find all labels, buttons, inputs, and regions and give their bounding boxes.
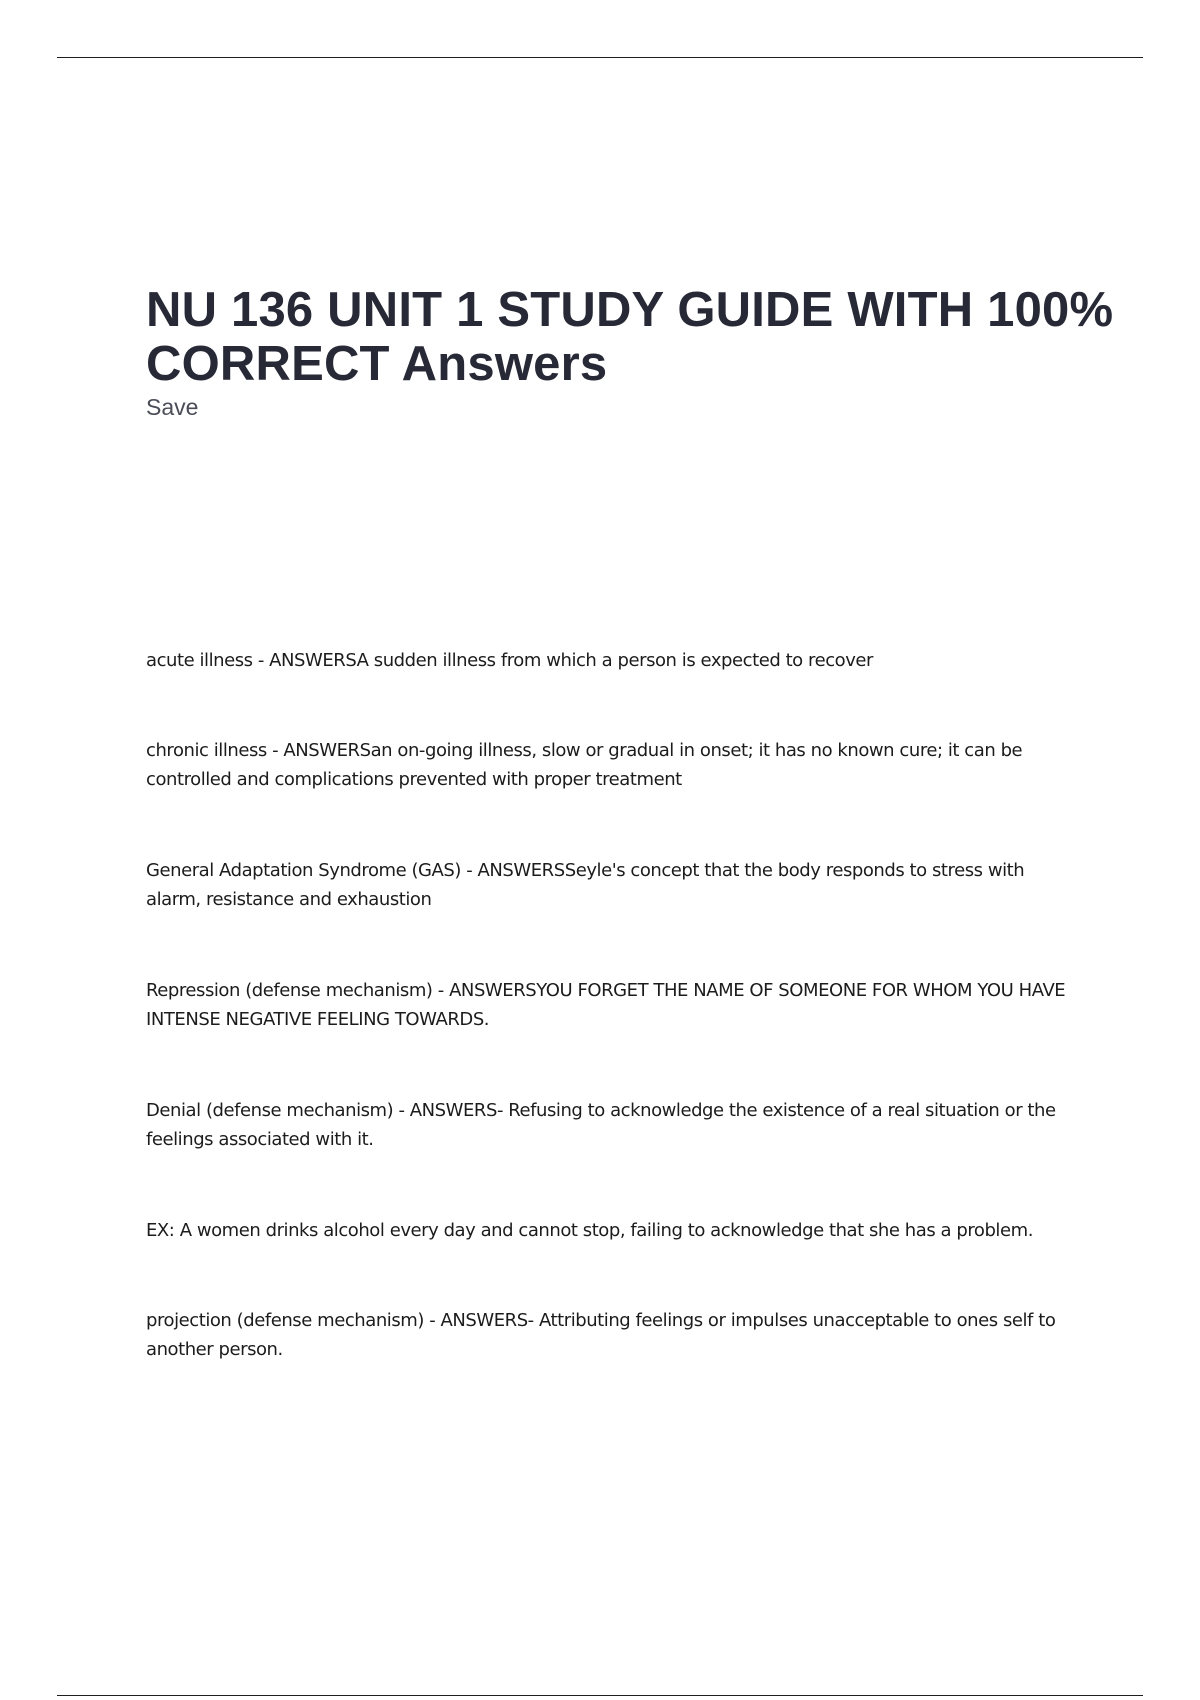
- qa-item: acute illness - ANSWERSA sudden illness from which a person is expected to recover: [146, 650, 873, 671]
- qa-item: Repression (defense mechanism) - ANSWERSYOU FORGET THE NAME OF SOMEONE FOR WHOM YOU HAVE INTENSE NEGATIVE FEELING TOWARDS.: [146, 980, 1066, 1030]
- qa-item: chronic illness - ANSWERSan on-going illness, slow or gradual in onset; it has no known cure; it can be controlled and complications prevented with proper treatment: [146, 740, 1023, 790]
- document-title: NU 136 UNIT 1 STUDY GUIDE WITH 100% CORRECT Answers: [146, 283, 1114, 391]
- qa-item: projection (defense mechanism) - ANSWERS- Attributing feelings or impulses unacceptable to ones self to another person.: [146, 1310, 1056, 1360]
- qa-item: Denial (defense mechanism) - ANSWERS- Refusing to acknowledge the existence of a real situation or the feelings associated with it.: [146, 1100, 1056, 1150]
- title-block: [146, 283, 1126, 420]
- header-rule: [57, 57, 1143, 58]
- qa-item: General Adaptation Syndrome (GAS) - ANSWERSSeyle's concept that the body responds to stress with alarm, resistance and exhaustion: [146, 860, 1025, 910]
- qa-item: EX: A women drinks alcohol every day and cannot stop, failing to acknowledge that she has a problem.: [146, 1220, 1033, 1241]
- footer-rule: [57, 1695, 1143, 1696]
- save-link[interactable]: Save: [146, 394, 199, 420]
